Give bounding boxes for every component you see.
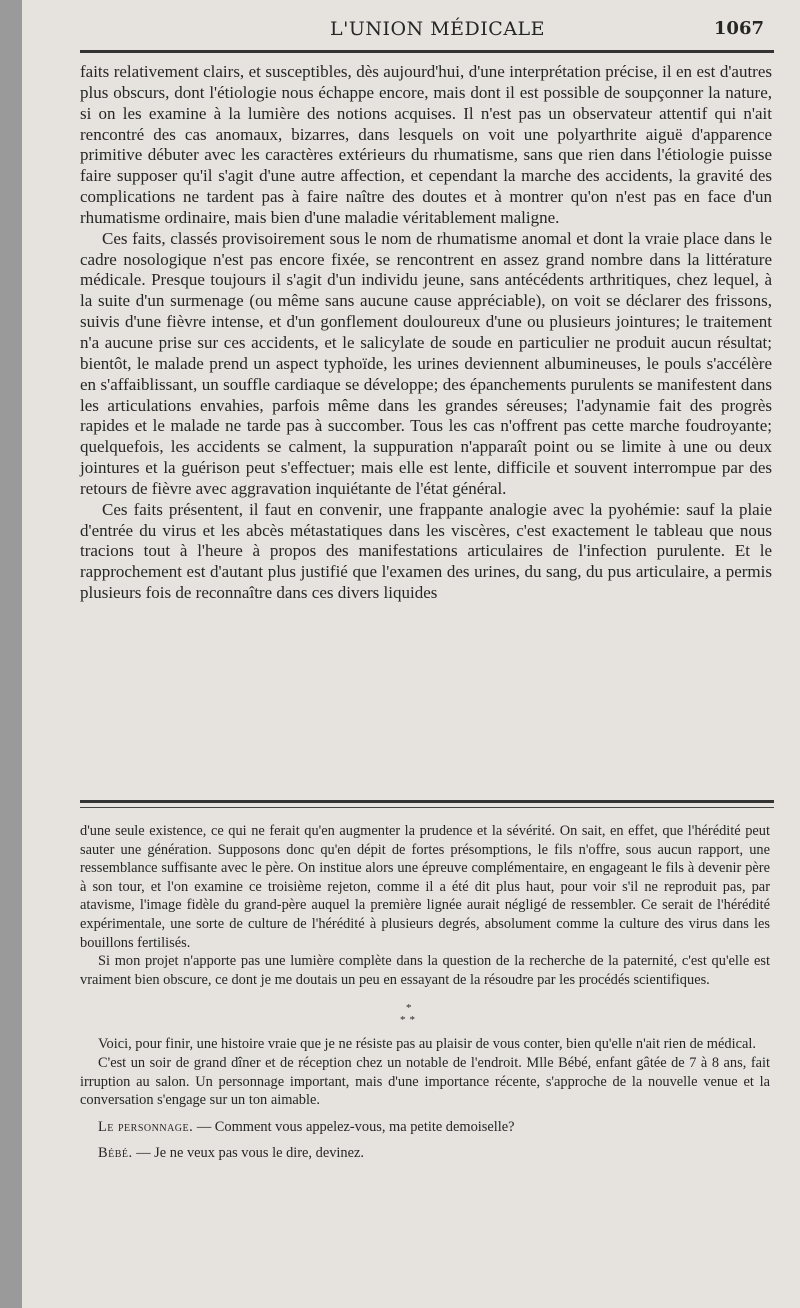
asterism-star: *	[406, 1002, 412, 1015]
asterism-stars: **	[400, 1014, 419, 1027]
note-paragraph: Voici, pour finir, une histoire vraie que je ne résiste pas au plaisir de vous conter, bien qu'elle n'ait rien de médical.	[98, 1036, 756, 1053]
speaker-name: Bébé.	[98, 1145, 133, 1162]
header-rule	[80, 50, 774, 53]
dialogue-text: — Je ne veux pas vous le dire, devinez.	[132, 1145, 364, 1162]
feuilleton-column	[80, 822, 770, 1163]
paragraph: Ces faits, classés provisoirement sous le nom de rhumatisme anomal et dont la vraie place dans le cadre nosologique n'est pas encore fixée, se rencontrent en assez grand nombre dans la littérature médicale. Presque toujours il s'agit d'un individu jeune, sans antécédents arthritiques, chez lequel, à la suite d'un surmenage (ou même sans aucune cause appréciable), on voit se déclarer des frissons, suivis d'une fièvre intense, et d'un gonflement douloureux d'une ou plusieurs jointures; le traitement n'a aucune prise sur ces accidents, et le salicylate de soude en particulier ne produit aucun résultat; bientôt, le malade prend un aspect typhoïde, les urines deviennent albumineuses, le pouls s'accélère en s'affaiblissant, un souffle cardiaque se développe; des épanchements purulents se manifestent dans les articulations envahies, parfois même dans les grandes séreuses; l'adynamie fait des progrès rapides et le malade ne tarde pas à succomber. Tous les cas n'offrent pas cette marche foudroyante; quelquefois, les accidents se calment, la suppuration n'apparaît point ou se limite à une ou deux jointures et la guérison peut s'effectuer; mais elle est lente, difficile et souvent interrompue par des retours de fièvre avec aggravation inquiétante de l'état général.	[80, 228, 772, 498]
note-paragraph: C'est un soir de grand dîner et de réception chez un notable de l'endroit. Mlle Bébé, enfant gâtée de 7 à 8 ans, fait irruption au salon. Un personnage important, mais d'une importance récente, s'approche de la nouvelle venue et la conversation s'engage sur un ton aimable.	[80, 1054, 770, 1109]
footnote-rule-thick	[80, 800, 774, 803]
dialogue-line	[80, 1118, 770, 1137]
running-head	[80, 18, 770, 46]
journal-title: L'UNION MÉDICALE	[330, 18, 546, 40]
dialogue-line	[80, 1144, 770, 1163]
paragraph: faits relativement clairs, et susceptibles, dès aujourd'hui, d'une interprétation précise, il en est d'autres plus obscurs, dont l'étiologie nous échappe encore, mais dont il est possible de soupçonner la nature, si on les examine à la lumière des notions acquises. Il n'est pas un observateur attentif qui n'ait rencontré des cas anomaux, bizarres, dans lesquels on voit une polyarthrite aiguë d'apparence primitive débuter avec les caractères extérieurs du rhumatisme, sans que rien dans l'étiologie puisse faire supposer qu'il s'agit d'une autre affection, et cependant la marche des accidents, la gravité des complications ne tardent pas à faire naître des doutes et à montrer qu'on n'est pas en face d'un rhumatisme ordinaire, mais bien d'une maladie véritablement maligne.	[80, 62, 772, 227]
note-paragraph: Si mon projet n'apporte pas une lumière complète dans la question de la recherche de la paternité, c'est qu'elle est vraiment bien obscure, ce dont je me doutais un peu en essayant de la résoudre par les procédés scientifiques.	[80, 953, 770, 988]
dialogue-text: — Comment vous appelez-vous, ma petite demoiselle?	[193, 1118, 515, 1135]
footnote-rule-thin	[80, 807, 774, 808]
speaker-name: Le personnage.	[98, 1118, 194, 1135]
main-text	[80, 62, 772, 604]
journal-page	[22, 0, 800, 1308]
page-number: 1067	[713, 18, 764, 39]
asterism	[80, 995, 770, 1031]
paragraph: Ces faits présentent, il faut en convenir, une frappante analogie avec la pyohémie: sauf la plaie d'entrée du virus et les abcès métastatiques dans les viscères, c'est exactement le tableau que nous tracions tout à l'heure à propos des manifestations articulaires de l'infection purulente. Et le rapprochement est d'autant plus justifié que l'examen des urines, du sang, du pus articulaire, a permis plusieurs fois de reconnaître dans ces divers liquides	[80, 499, 772, 603]
note-paragraph: d'une seule existence, ce qui ne ferait qu'en augmenter la prudence et la sévérité. On sait, en effet, que l'hérédité peut sauter une génération. Supposons donc qu'en dépit de fortes présomptions, le fils n'offre, sous aucun rapport, une ressemblance suffisante avec le père. On institue alors une épreuve complémentaire, en engageant le fils à devenir père à son tour, et l'on examine ce troisième rejeton, comme il a été dit plus haut, pour voir s'il ne reproduit pas, par atavisme, l'image fidèle du grand-père auquel la première lignée aurait négligé de ressembler. Ce serait de l'hérédité expérimentale, une sorte de culture de l'hérédité à plusieurs degrés, absolument comme la culture des virus dans les bouillons fertilisés.	[80, 823, 770, 951]
